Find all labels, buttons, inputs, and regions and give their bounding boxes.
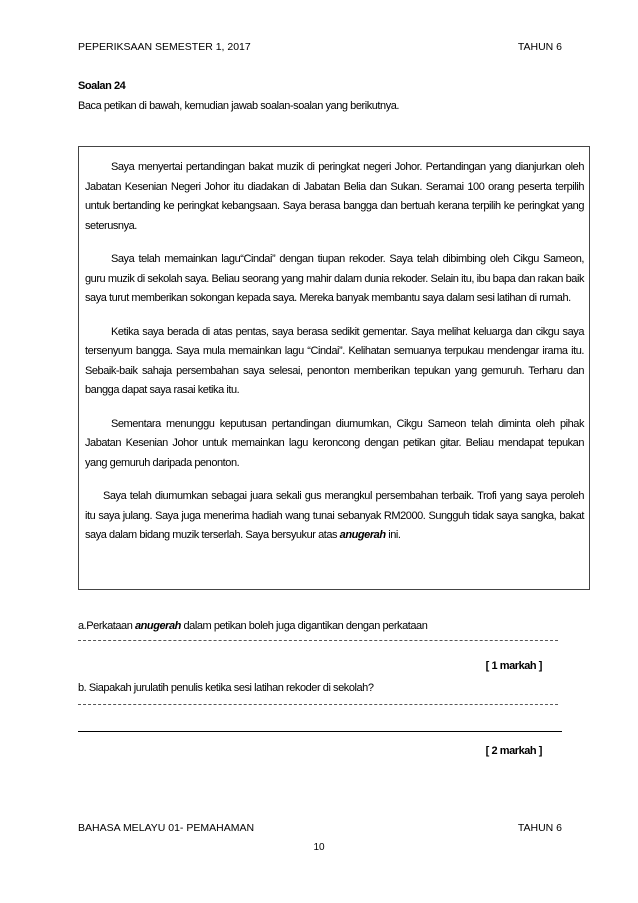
question-a-text: dalam petikan boleh juga digantikan dengan perkataan bbox=[180, 620, 428, 632]
passage-box bbox=[78, 146, 590, 590]
header-exam-title: PEPERIKSAAN SEMESTER 1, 2017 bbox=[78, 41, 251, 53]
header-year: TAHUN 6 bbox=[517, 41, 562, 53]
passage-paragraph-5 bbox=[85, 487, 584, 546]
question-a-prefix: a.Perkataan bbox=[78, 620, 135, 632]
footer-year: TAHUN 6 bbox=[517, 822, 562, 834]
question-a-keyword: anugerah bbox=[134, 620, 181, 632]
question-b-marks: [ 2 markah ] bbox=[485, 745, 542, 757]
answer-line-b2[interactable] bbox=[78, 731, 562, 732]
question-a-marks: [ 1 markah ] bbox=[485, 660, 542, 672]
footer-subject: BAHASA MELAYU 01- PEMAHAMAN bbox=[78, 822, 255, 834]
question-b: b. Siapakah jurulatih penulis ketika sesi latihan rekoder di sekolah? bbox=[78, 682, 374, 694]
passage-paragraph-3: Ketika saya berada di atas pentas, saya berasa sedikit gementar. Saya melihat keluarga dan cikgu saya tersenyum bangga. Saya mula memainkan lagu “Cindai”. Kelihatan semuanya terpukau mendengar irama itu. Sebaik-baik sahaja persembahan saya selesai, penonton memberikan tepukan yang gemuruh. Terharu dan bangga dapat saya rasai ketika itu. bbox=[85, 325, 584, 396]
passage-keyword: anugerah bbox=[339, 529, 386, 541]
question-instruction: Baca petikan di bawah, kemudian jawab soalan-soalan yang berikutnya. bbox=[78, 100, 400, 112]
question-title: Soalan 24 bbox=[78, 80, 126, 92]
passage-p5-text: Saya telah diumumkan sebagai juara sekali gus merangkul persembahan terbaik. Trofi yang saya peroleh itu saya julang. Saya juga menerima hadiah wang tunai sebanyak RM2000. Sungguh tidak saya sangka, bakat saya dalam bidang muzik terserlah. Saya bersyukur atas bbox=[85, 490, 584, 541]
question-a bbox=[78, 620, 427, 632]
passage-paragraph-2: Saya telah memainkan lagu“Cindai” dengan tiupan rekoder. Saya telah dibimbing oleh Cikgu Sameon, guru muzik di sekolah saya. Beliau seorang yang mahir dalam dunia rekoder. Selain itu, ibu bapa dan rakan baik saya turut memberikan sokongan kepada saya. Mereka banyak membantu saya dalam sesi latihan di rumah. bbox=[85, 253, 584, 304]
passage-paragraph-4: Sementara menunggu keputusan pertandingan diumumkan, Cikgu Sameon telah diminta oleh pihak Jabatan Kesenian Johor untuk memainkan lagu keroncong dengan petikan gitar. Beliau mendapat tepukan yang gemuruh daripada penonton. bbox=[85, 417, 584, 469]
answer-line-b1[interactable] bbox=[78, 704, 558, 705]
passage-p5-end: ini. bbox=[385, 529, 401, 541]
page-header bbox=[78, 41, 562, 53]
page-number: 10 bbox=[313, 842, 325, 853]
page-footer bbox=[78, 822, 562, 834]
answer-line-a[interactable] bbox=[78, 640, 558, 641]
passage-paragraph-1: Saya menyertai pertandingan bakat muzik di peringkat negeri Johor. Pertandingan yang dianjurkan oleh Jabatan Kesenian Negeri Johor itu diadakan di Jabatan Belia dan Sukan. Seramai 100 orang peserta terpilih untuk bertanding ke peringkat kebangsaan. Saya berasa bangga dan bertuah kerana terpilih ke peringkat yang seterusnya. bbox=[85, 161, 584, 232]
